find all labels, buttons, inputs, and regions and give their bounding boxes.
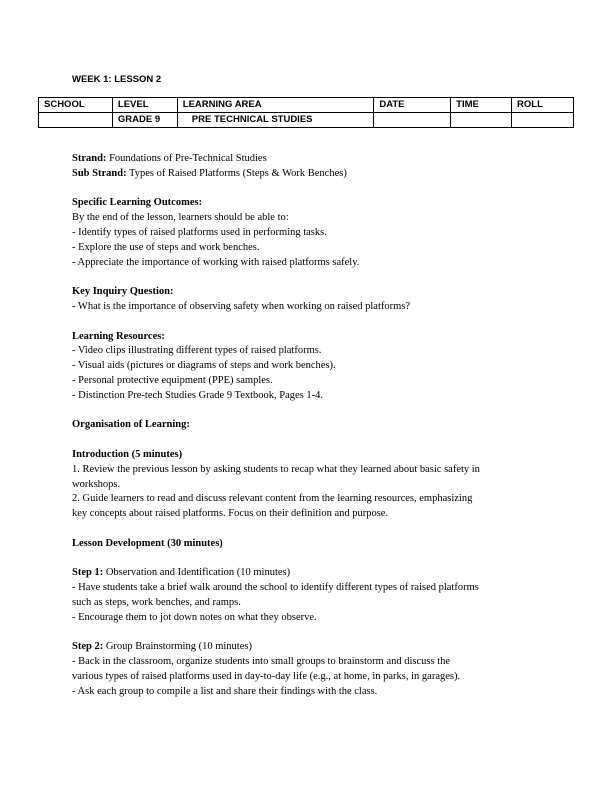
sub-strand-value: Types of Raised Platforms (Steps & Work Benches) bbox=[126, 167, 347, 179]
text-line: 2. Guide learners to read and discuss relevant content from the learning resources, emphasizing bbox=[72, 493, 473, 505]
lesson-title: WEEK 1: LESSON 2 bbox=[72, 74, 162, 85]
cell-level: GRADE 9 bbox=[112, 113, 177, 128]
step1-heading bbox=[72, 566, 552, 581]
text-line: such as steps, work benches, and ramps. bbox=[72, 596, 241, 608]
lesson-content bbox=[72, 152, 552, 699]
header-learning-area: LEARNING AREA bbox=[177, 98, 374, 113]
text-line: 1. Review the previous lesson by asking students to recap what they learned about basic safety in bbox=[72, 463, 480, 475]
cell-school bbox=[39, 113, 113, 128]
outcomes-intro: By the end of the lesson, learners should be able to: bbox=[72, 212, 289, 224]
text-line: various types of raised platforms used in day-to-day life (e.g., at home, in parks, in garages). bbox=[72, 670, 461, 682]
outcomes-heading: Specific Learning Outcomes: bbox=[72, 197, 203, 209]
header-date: DATE bbox=[374, 98, 451, 113]
resources-heading: Learning Resources: bbox=[72, 330, 165, 342]
table-header-row bbox=[39, 98, 574, 113]
organisation-heading: Organisation of Learning: bbox=[72, 419, 190, 431]
list-item: - Appreciate the importance of working with raised platforms safely. bbox=[72, 256, 360, 268]
header-roll: ROLL bbox=[512, 98, 574, 113]
text-line: workshops. bbox=[72, 478, 121, 490]
development-heading: Lesson Development (30 minutes) bbox=[72, 537, 223, 549]
introduction-heading: Introduction (5 minutes) bbox=[72, 448, 183, 460]
text-line: - Back in the classroom, organize students into small groups to brainstorm and discuss the bbox=[72, 656, 451, 668]
header-time: TIME bbox=[451, 98, 512, 113]
step2-label: Step 2: bbox=[72, 641, 104, 653]
inquiry-heading: Key Inquiry Question: bbox=[72, 286, 174, 298]
strand-value: Foundations of Pre-Technical Studies bbox=[106, 153, 267, 164]
list-item: - Personal protective equipment (PPE) samples. bbox=[72, 374, 273, 386]
list-item: - Distinction Pre-tech Studies Grade 9 Textbook, Pages 1-4. bbox=[72, 389, 324, 401]
step2-heading bbox=[72, 640, 552, 655]
sub-strand-label: Sub Strand: bbox=[72, 167, 127, 179]
header-level: LEVEL bbox=[112, 98, 177, 113]
text-line: - Encourage them to jot down notes on what they observe. bbox=[72, 611, 317, 623]
list-item: - Explore the use of steps and work benches. bbox=[72, 241, 260, 253]
step1-title: Observation and Identification (10 minutes) bbox=[103, 567, 291, 579]
list-item: - What is the importance of observing safety when working on raised platforms? bbox=[72, 300, 411, 312]
strand-line bbox=[72, 152, 552, 167]
header-school: SCHOOL bbox=[39, 98, 113, 113]
text-line: - Have students take a brief walk around the school to identify different types of raised platforms bbox=[72, 582, 479, 594]
sub-strand-line bbox=[72, 167, 552, 182]
text-line: key concepts about raised platforms. Focus on their definition and purpose. bbox=[72, 508, 389, 520]
list-item: - Identify types of raised platforms used in performing tasks. bbox=[72, 226, 327, 238]
step2-title: Group Brainstorming (10 minutes) bbox=[103, 641, 252, 653]
step1-label: Step 1: bbox=[72, 567, 104, 579]
cell-roll bbox=[512, 113, 574, 128]
table-row bbox=[39, 113, 574, 128]
cell-time bbox=[451, 113, 512, 128]
strand-label: Strand: bbox=[72, 153, 107, 164]
list-item: - Visual aids (pictures or diagrams of steps and work benches). bbox=[72, 360, 336, 372]
cell-learning-area: PRE TECHNICAL STUDIES bbox=[177, 113, 374, 128]
text-line: - Ask each group to compile a list and share their findings with the class. bbox=[72, 685, 378, 697]
list-item: - Video clips illustrating different types of raised platforms. bbox=[72, 345, 322, 357]
cell-date bbox=[374, 113, 451, 128]
lesson-info-table bbox=[38, 97, 574, 128]
